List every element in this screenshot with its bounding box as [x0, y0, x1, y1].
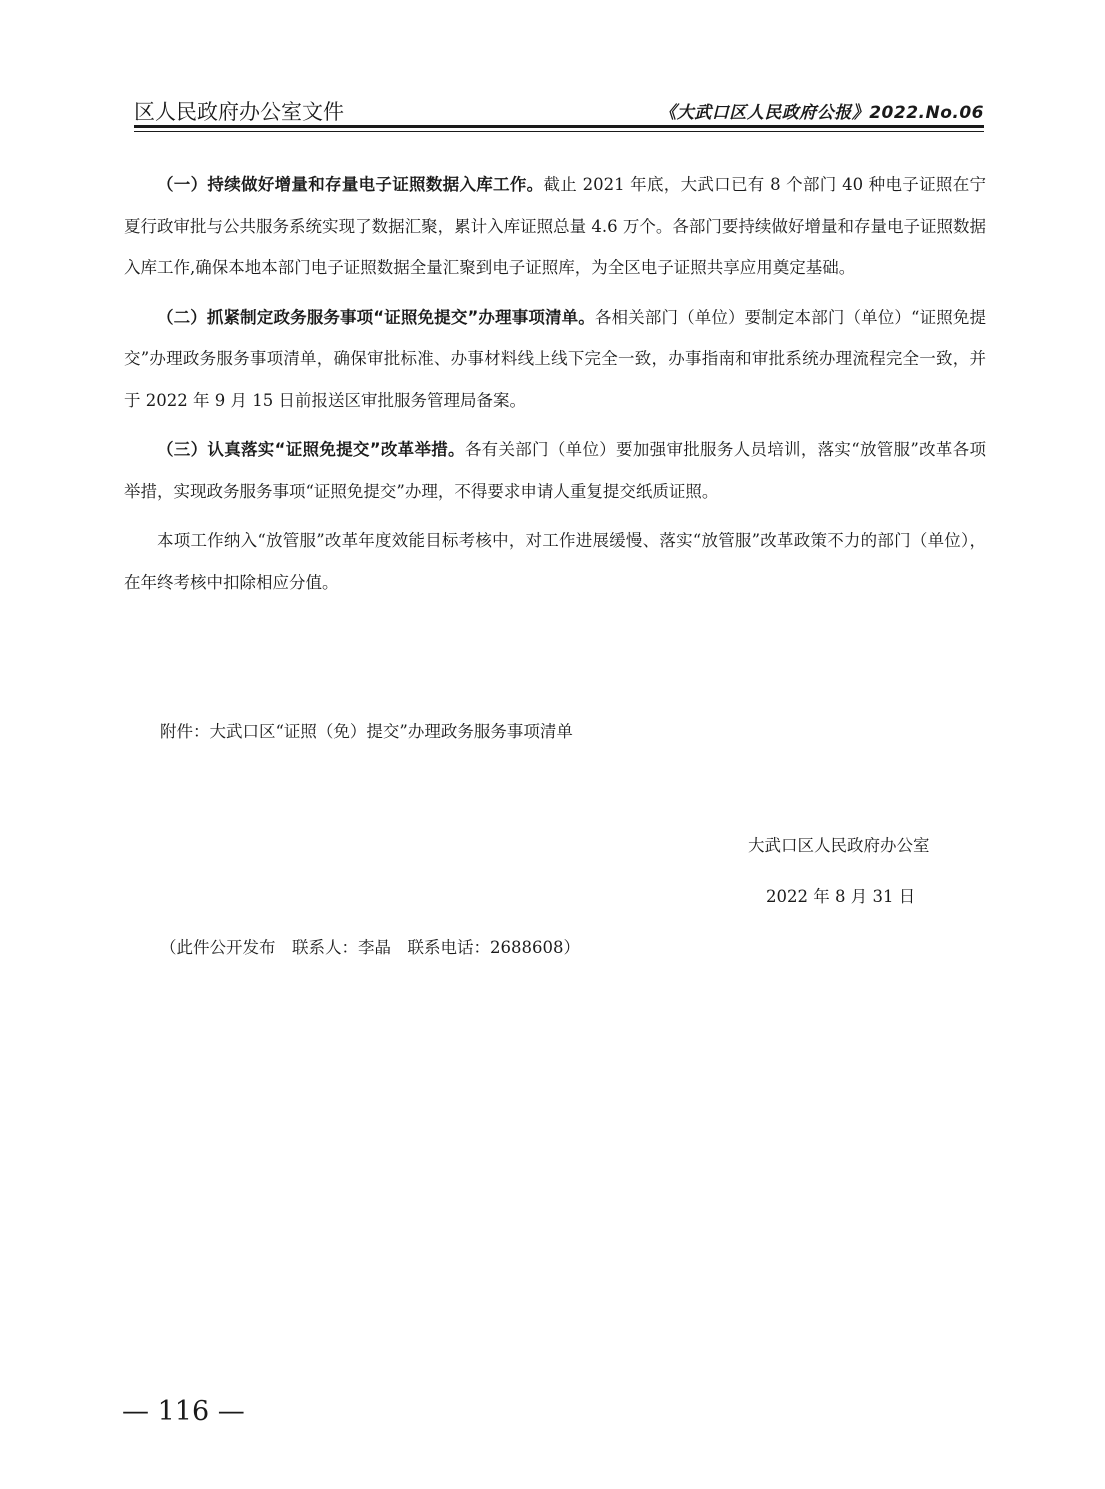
paragraph-3-lead: （三）认真落实“证照免提交”改革举措。: [157, 440, 465, 459]
attachment-line: 附件：大武口区“证照（免）提交”办理政务服务事项清单: [160, 722, 573, 741]
paragraph-3-text: 各有关部门（单位）要加强审批服务人员培训，落实“放管服”改革各项举措，实现政务服务事项“证照免提交”办理，不得要求申请人重复提交纸质证照。: [124, 440, 986, 501]
paragraph-1: [124, 164, 986, 289]
signature-organization: 大武口区人民政府办公室: [748, 836, 930, 855]
contact-note: （此件公开发布 联系人：李晶 联系电话：2688608）: [160, 938, 580, 957]
header-left-title: 区人民政府办公室文件: [134, 100, 344, 124]
paragraph-4: [124, 520, 986, 603]
header-right-title: 《大武口区人民政府公报》2022.No.06: [659, 103, 984, 123]
paragraph-3: [124, 429, 986, 512]
paragraph-2-text: 各相关部门（单位）要制定本部门（单位）“证照免提交”办理政务服务事项清单，确保审批标准、办事材料线上线下完全一致，办事指南和审批系统办理流程完全一致，并于 2022 年 9 月 15 日前报送区审批服务管理局备案。: [124, 307, 986, 410]
signature-date: 2022 年 8 月 31 日: [766, 887, 916, 906]
paragraph-2-lead: （二）抓紧制定政务服务事项“证照免提交”办理事项清单。: [157, 307, 595, 327]
paragraph-1-text: 截止 2021 年底，大武口已有 8 个部门 40 种电子证照在宁夏行政审批与公共服务系统实现了数据汇聚，累计入库证照总量 4.6 万个。各部门要持续做好增量和存量电子证照数据入库工作,确保本地本部门电子证照数据全量汇聚到电子证照库，为全区电子证照共享应用奠定基础。: [124, 175, 986, 277]
page-number: — 116 —: [122, 1396, 245, 1427]
header-rule-thin: [134, 131, 984, 132]
paragraph-4-text: 本项工作纳入“放管服”改革年度效能目标考核中，对工作进展缓慢、落实“放管服”改革政策不力的部门（单位），在年终考核中扣除相应分值。: [124, 531, 986, 592]
header-rule-thick: [134, 125, 984, 128]
paragraph-2: [124, 297, 986, 422]
document-body: [124, 164, 986, 611]
paragraph-1-lead: （一）持续做好增量和存量电子证照数据入库工作。: [157, 175, 544, 194]
